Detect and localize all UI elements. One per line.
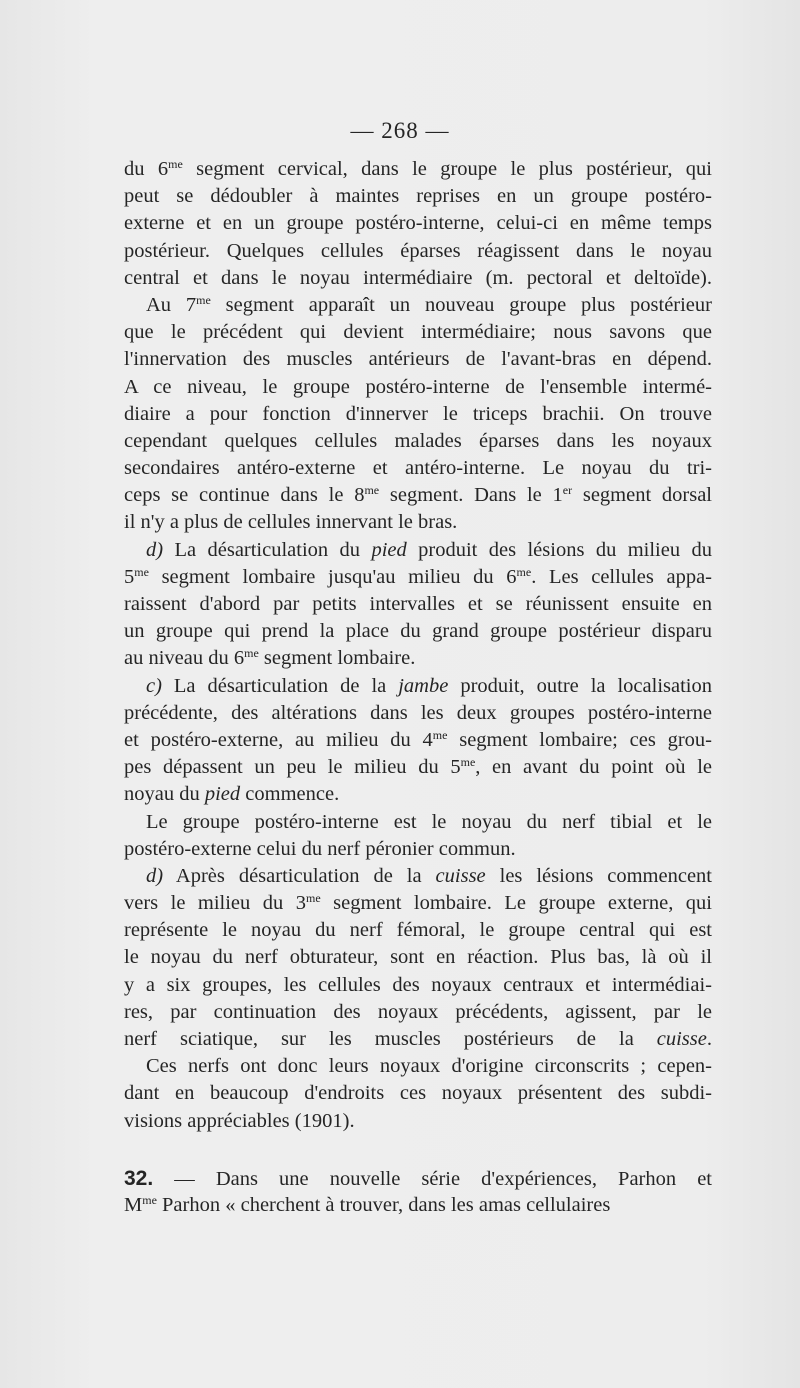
text-line: cependant quelques cellules malades éparses dans les noyaux — [124, 429, 712, 452]
text-line: c) La désarticulation de la jambe produit, outre la localisation — [146, 674, 712, 697]
section-gap — [124, 1135, 712, 1165]
text-line: l'innervation des muscles antérieurs de l'avant-bras en dépend. — [124, 348, 712, 371]
page-number: — 268 — — [350, 118, 450, 143]
text-line: A ce niveau, le groupe postéro-interne de l'ensemble intermé- — [124, 375, 712, 398]
text-line: d) Après désarticulation de la cuisse les lésions commencent — [146, 864, 712, 887]
text-line: postéro-externe celui du nerf péronier commun. — [124, 837, 516, 860]
text-line: $5^{me}$ segment lombaire jusqu'au milieu du $6^{me}$. Les cellules appa- — [124, 564, 712, 588]
text-line: $M^{me}$ Parhon « cherchent à trouver, dans les amas cellulaires — [124, 1192, 611, 1216]
text-line: et postéro-externe, au milieu du $4^{me}$ segment lombaire; ces grou- — [124, 727, 712, 751]
text-line: diaire a pour fonction d'innerver le triceps brachii. On trouve — [124, 402, 712, 425]
text-line: ceps se continue dans le $8^{me}$ segment. Dans le 1er segment dorsal — [124, 483, 713, 507]
text-line: raissent d'abord par petits intervalles et se réunissent ensuite en — [124, 593, 712, 615]
text-line: Au $7^{me}$ segment apparaît un nouveau groupe plus postérieur — [146, 292, 712, 316]
text-line: peut se dédoubler à maintes reprises en un groupe postéro- — [124, 185, 712, 208]
text-line: externe et en un groupe postéro-interne, celui-ci en même temps — [124, 212, 712, 235]
text-line: précédente, des altérations dans les deux groupes postéro-interne — [124, 701, 712, 724]
text-line: Le groupe postéro-interne est le noyau du nerf tibial et le — [146, 810, 712, 833]
text-line: central et dans le noyau intermédiaire (m. pectoral et deltoïde). — [124, 266, 712, 289]
text-line: nerf sciatique, sur les muscles postérieurs de la cuisse. — [124, 1028, 712, 1050]
text-line: 32. — Dans une nouvelle série d'expériences, Parhon et — [124, 1166, 712, 1190]
text-line: postérieur. Quelques cellules éparses réagissent dans le noyau — [124, 239, 712, 262]
text-line: que le précédent qui devient intermédiaire; nous savons que — [124, 321, 712, 344]
text-line: d) La désarticulation du pied produit des lésions du milieu du — [146, 538, 712, 561]
text-line: y a six groupes, les cellules des noyaux centraux et intermédiai- — [124, 973, 712, 996]
text-line: secondaires antéro-externe et antéro-interne. Le noyau du tri- — [124, 457, 712, 480]
text-line: res, par continuation des noyaux précédents, agissent, par le — [124, 1000, 712, 1023]
body-text — [124, 156, 712, 1219]
text-line: pes dépassent un peu le milieu du $5^{me}$, en avant du point où le — [124, 755, 712, 779]
text-line: représente le noyau du nerf fémoral, le groupe central qui est — [124, 919, 712, 942]
text-line: un groupe qui prend la place du grand groupe postérieur disparu — [124, 620, 712, 643]
text-line: Ces nerfs ont donc leurs noyaux d'origine circonscrits ; cepen- — [146, 1055, 712, 1078]
text-line: noyau du pied commence. — [124, 783, 340, 806]
text-line: au niveau du $6^{me}$ segment lombaire. — [124, 646, 416, 670]
text-line: dant en beaucoup d'endroits ces noyaux présentent des subdi- — [124, 1082, 712, 1105]
text-line: vers le milieu du $3^{me}$ segment lombaire. Le groupe externe, qui — [124, 891, 712, 915]
text-line: visions appréciables (1901). — [124, 1109, 355, 1132]
text-line: du $6^{me}$ segment cervical, dans le groupe le plus postérieur, qui — [124, 157, 712, 180]
text-line: il n'y a plus de cellules innervant le bras. — [124, 511, 458, 534]
text-line: le noyau du nerf obturateur, sont en réaction. Plus bas, là où il — [124, 946, 712, 969]
